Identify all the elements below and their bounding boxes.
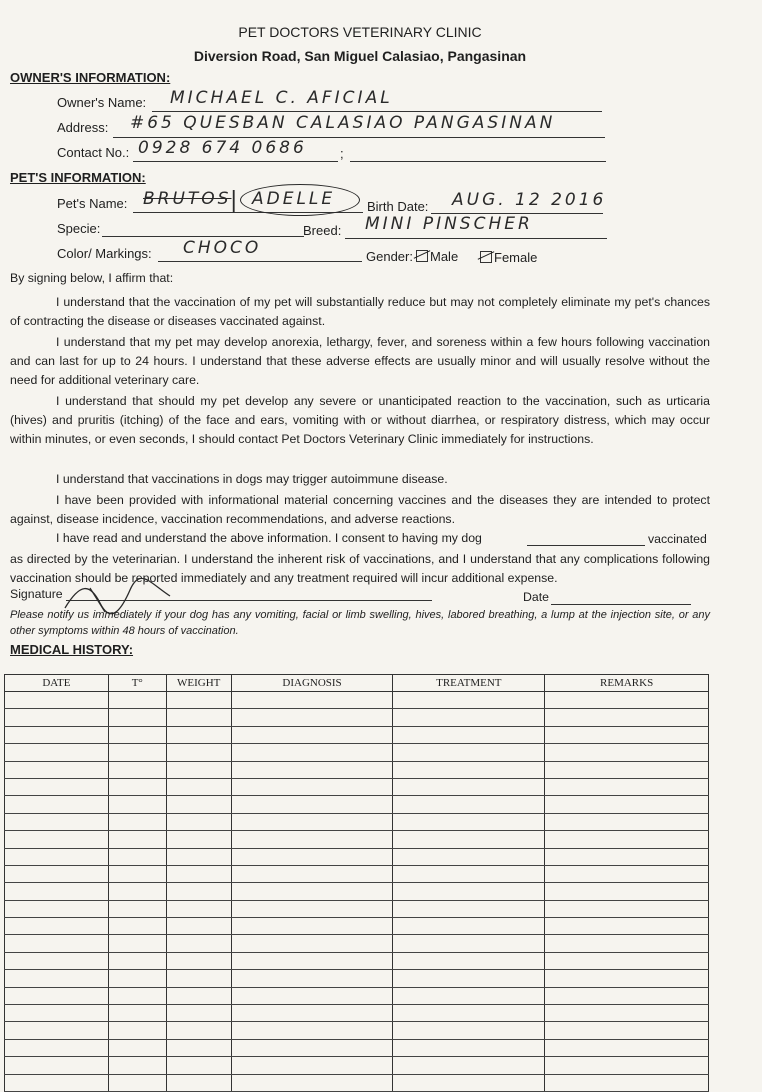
consent-p1-text: I understand that the vaccination of my pet will substantially reduce but may not completely eliminate my pet's chances of contracting the disease or diseases vaccinated against. — [10, 295, 710, 328]
table-row — [5, 935, 709, 952]
medical-section-title: MEDICAL HISTORY: — [10, 642, 134, 657]
table-cell — [545, 883, 709, 900]
contact-label: Contact No.: — [57, 145, 130, 160]
consent-paragraph-2 — [10, 333, 710, 390]
table-cell — [545, 848, 709, 865]
table-cell — [108, 970, 166, 987]
table-cell — [166, 952, 231, 969]
owner-name-label: Owner's Name: — [57, 95, 147, 110]
table-row — [5, 848, 709, 865]
pet-name-label: Pet's Name: — [57, 196, 128, 211]
table-cell — [545, 744, 709, 761]
table-cell — [545, 970, 709, 987]
table-cell — [393, 1022, 545, 1039]
table-cell — [166, 831, 231, 848]
table-cell — [108, 865, 166, 882]
color-value: CHOCO — [183, 238, 262, 258]
table-row — [5, 883, 709, 900]
table-cell — [393, 744, 545, 761]
table-cell — [393, 987, 545, 1004]
table-cell — [5, 987, 109, 1004]
table-cell — [545, 1074, 709, 1091]
table-cell — [545, 952, 709, 969]
table-cell — [393, 900, 545, 917]
table-cell — [393, 918, 545, 935]
consent-paragraph-5 — [10, 491, 710, 529]
table-cell — [166, 900, 231, 917]
breed-label: Breed: — [303, 223, 342, 238]
col-date: DATE — [5, 675, 109, 692]
gender-male-option — [416, 249, 458, 264]
color-label: Color/ Markings: — [57, 246, 152, 261]
table-cell — [166, 1005, 231, 1022]
table-cell — [393, 952, 545, 969]
table-cell — [231, 918, 393, 935]
table-cell — [5, 1022, 109, 1039]
table-cell — [231, 1057, 393, 1074]
table-row — [5, 987, 709, 1004]
table-cell — [393, 970, 545, 987]
table-row — [5, 709, 709, 726]
table-row — [5, 778, 709, 795]
table-cell — [108, 744, 166, 761]
table-cell — [545, 692, 709, 709]
table-cell — [108, 1074, 166, 1091]
table-cell — [231, 1039, 393, 1056]
table-cell — [393, 883, 545, 900]
table-cell — [166, 987, 231, 1004]
table-row — [5, 952, 709, 969]
consent-paragraph-3 — [10, 392, 710, 449]
table-cell — [108, 900, 166, 917]
table-cell — [231, 1074, 393, 1091]
clinic-address: Diversion Road, San Miguel Calasiao, Pangasinan — [193, 48, 527, 64]
table-cell — [231, 900, 393, 917]
table-row — [5, 726, 709, 743]
table-cell — [108, 831, 166, 848]
gender-male-checkbox — [416, 250, 428, 262]
table-cell — [166, 709, 231, 726]
table-row — [5, 761, 709, 778]
table-cell — [5, 918, 109, 935]
gender-female-option — [480, 250, 537, 265]
medical-history-table — [4, 674, 709, 1092]
table-cell — [393, 709, 545, 726]
table-cell — [231, 813, 393, 830]
consent-p6-vaccinated: vaccinated — [648, 532, 707, 546]
table-cell — [393, 778, 545, 795]
table-cell — [5, 709, 109, 726]
table-cell — [108, 918, 166, 935]
table-cell — [166, 865, 231, 882]
col-treatment: TREATMENT — [393, 675, 545, 692]
consent-p6-rest: as directed by the veterinarian. I understand the inherent risk of vaccinations, and I understand that any complications following vaccination should be reported immediately and any treatment required will incur additional expense. — [10, 552, 710, 585]
table-row — [5, 970, 709, 987]
table-cell — [545, 761, 709, 778]
table-cell — [108, 848, 166, 865]
table-cell — [166, 918, 231, 935]
table-row — [5, 1005, 709, 1022]
table-cell — [231, 726, 393, 743]
consent-paragraph-4 — [10, 470, 710, 489]
table-row — [5, 831, 709, 848]
table-cell — [166, 1057, 231, 1074]
table-cell — [545, 1039, 709, 1056]
table-cell — [393, 848, 545, 865]
table-row — [5, 692, 709, 709]
gender-female-checkbox — [480, 251, 492, 263]
table-cell — [5, 1039, 109, 1056]
breed-value: MINI PINSCHER — [365, 214, 533, 234]
table-cell — [545, 900, 709, 917]
col-weight: WEIGHT — [166, 675, 231, 692]
address-value: #65 QUESBAN CALASIAO PANGASINAN — [130, 113, 556, 133]
consent-paragraph-1 — [10, 293, 710, 331]
table-cell — [5, 900, 109, 917]
table-cell — [231, 744, 393, 761]
contact-separator: ; — [340, 146, 344, 161]
table-cell — [5, 1057, 109, 1074]
table-cell — [545, 1005, 709, 1022]
table-cell — [166, 761, 231, 778]
table-cell — [166, 813, 231, 830]
table-cell — [108, 778, 166, 795]
table-cell — [545, 987, 709, 1004]
table-cell — [231, 709, 393, 726]
consent-p3-text: I understand that should my pet develop any severe or unanticipated reaction to the vaccination, such as urticaria (hives) and pruritis (itching) of the face and ears, vomiting with or without diarrhea, or respiratory distress, which may occur within minutes, or even seconds, I should contact Pet Doctors Veterinary Clinic immediately for instructions. — [10, 394, 710, 446]
table-cell — [166, 796, 231, 813]
consent-p6-start: I have read and understand the above information. I consent to having my dog — [56, 531, 482, 545]
table-cell — [5, 970, 109, 987]
birth-date-value: AUG. 12 2016 — [452, 190, 607, 210]
aftercare-note: Please notify us immediately if your dog has any vomiting, facial or limb swelling, hives, labored breathing, a lump at the injection site, or any other symptoms within 48 hours of vaccination. — [10, 609, 710, 637]
owner-name-value: MICHAEL C. AFICIAL — [170, 88, 393, 108]
table-cell — [166, 1039, 231, 1056]
table-cell — [393, 865, 545, 882]
table-cell — [545, 935, 709, 952]
table-row — [5, 744, 709, 761]
col-diagnosis: DIAGNOSIS — [231, 675, 393, 692]
table-cell — [393, 796, 545, 813]
table-cell — [108, 796, 166, 813]
table-cell — [231, 1005, 393, 1022]
table-cell — [108, 987, 166, 1004]
col-remarks: REMARKS — [545, 675, 709, 692]
table-cell — [5, 796, 109, 813]
table-cell — [545, 918, 709, 935]
table-cell — [393, 761, 545, 778]
pet-name-struck: BRUTOS — [143, 189, 232, 209]
table-cell — [545, 1022, 709, 1039]
pet-name-separator: | — [230, 188, 241, 213]
table-cell — [108, 935, 166, 952]
table-cell — [166, 1074, 231, 1091]
table-cell — [231, 935, 393, 952]
table-cell — [5, 935, 109, 952]
table-cell — [231, 865, 393, 882]
table-cell — [393, 1057, 545, 1074]
table-cell — [5, 1074, 109, 1091]
table-cell — [108, 1057, 166, 1074]
table-cell — [108, 1039, 166, 1056]
table-cell — [166, 848, 231, 865]
table-cell — [5, 744, 109, 761]
owner-section-title: OWNER'S INFORMATION: — [10, 70, 171, 85]
table-cell — [393, 726, 545, 743]
gender-label: Gender: — [366, 249, 413, 264]
table-cell — [108, 692, 166, 709]
table-cell — [5, 831, 109, 848]
table-cell — [231, 796, 393, 813]
table-cell — [545, 726, 709, 743]
table-cell — [545, 709, 709, 726]
signature-label: Signature — [10, 587, 63, 601]
table-cell — [231, 1022, 393, 1039]
table-cell — [545, 813, 709, 830]
address-label: Address: — [57, 120, 109, 135]
table-row — [5, 1074, 709, 1091]
table-cell — [231, 692, 393, 709]
table-cell — [545, 778, 709, 795]
consent-p2-text: I understand that my pet may develop anorexia, lethargy, fever, and soreness within a few hours following vaccination and can last for up to 24 hours. I understand that these adverse effects are usually minor and will usually resolve without the need for additional veterinary care. — [10, 335, 710, 387]
table-cell — [393, 1005, 545, 1022]
table-cell — [166, 744, 231, 761]
gender-male-text: Male — [430, 249, 459, 264]
table-row — [5, 865, 709, 882]
table-cell — [545, 865, 709, 882]
table-cell — [5, 778, 109, 795]
table-cell — [231, 761, 393, 778]
table-cell — [393, 935, 545, 952]
table-cell — [5, 692, 109, 709]
table-cell — [166, 778, 231, 795]
table-cell — [108, 1005, 166, 1022]
medical-history-rows — [5, 692, 709, 1092]
table-cell — [166, 1022, 231, 1039]
table-cell — [231, 883, 393, 900]
birth-date-label: Birth Date: — [367, 199, 429, 214]
table-cell — [5, 761, 109, 778]
table-row — [5, 1057, 709, 1074]
table-cell — [5, 848, 109, 865]
table-cell — [393, 1039, 545, 1056]
contact-value: 0928 674 0686 — [138, 138, 307, 158]
table-row — [5, 918, 709, 935]
table-cell — [166, 935, 231, 952]
table-header-row — [5, 675, 709, 692]
table-cell — [231, 778, 393, 795]
table-row — [5, 1039, 709, 1056]
col-temperature: T° — [108, 675, 166, 692]
table-row — [5, 1022, 709, 1039]
table-cell — [108, 952, 166, 969]
table-cell — [393, 1074, 545, 1091]
table-cell — [393, 813, 545, 830]
consent-p4-text: I understand that vaccinations in dogs may trigger autoimmune disease. — [56, 472, 448, 486]
table-cell — [231, 970, 393, 987]
table-row — [5, 900, 709, 917]
table-cell — [108, 883, 166, 900]
table-cell — [108, 761, 166, 778]
table-cell — [545, 796, 709, 813]
table-cell — [166, 970, 231, 987]
table-cell — [545, 831, 709, 848]
table-cell — [231, 831, 393, 848]
table-cell — [5, 883, 109, 900]
specie-label: Specie: — [57, 221, 101, 236]
table-cell — [108, 1022, 166, 1039]
table-cell — [231, 848, 393, 865]
table-cell — [393, 831, 545, 848]
consent-intro: By signing below, I affirm that: — [10, 271, 174, 285]
table-cell — [5, 952, 109, 969]
table-cell — [166, 883, 231, 900]
table-cell — [166, 692, 231, 709]
table-cell — [108, 813, 166, 830]
table-cell — [108, 709, 166, 726]
gender-female-text: Female — [494, 250, 538, 265]
table-cell — [231, 952, 393, 969]
pet-name-value: ADELLE — [252, 189, 336, 209]
pet-section-title: PET'S INFORMATION: — [10, 170, 146, 185]
table-cell — [166, 726, 231, 743]
table-cell — [5, 1005, 109, 1022]
consent-p5-text: I have been provided with informational material concerning vaccines and the diseases they are intended to protect against, disease incidence, vaccination recommendations, and adverse reactions. — [10, 493, 710, 526]
table-cell — [5, 813, 109, 830]
clinic-name: PET DOCTORS VETERINARY CLINIC — [238, 24, 482, 40]
table-cell — [5, 726, 109, 743]
table-cell — [108, 726, 166, 743]
date-label: Date — [523, 590, 549, 604]
table-cell — [231, 987, 393, 1004]
table-row — [5, 813, 709, 830]
table-cell — [393, 692, 545, 709]
table-cell — [5, 865, 109, 882]
table-row — [5, 796, 709, 813]
table-cell — [545, 1057, 709, 1074]
